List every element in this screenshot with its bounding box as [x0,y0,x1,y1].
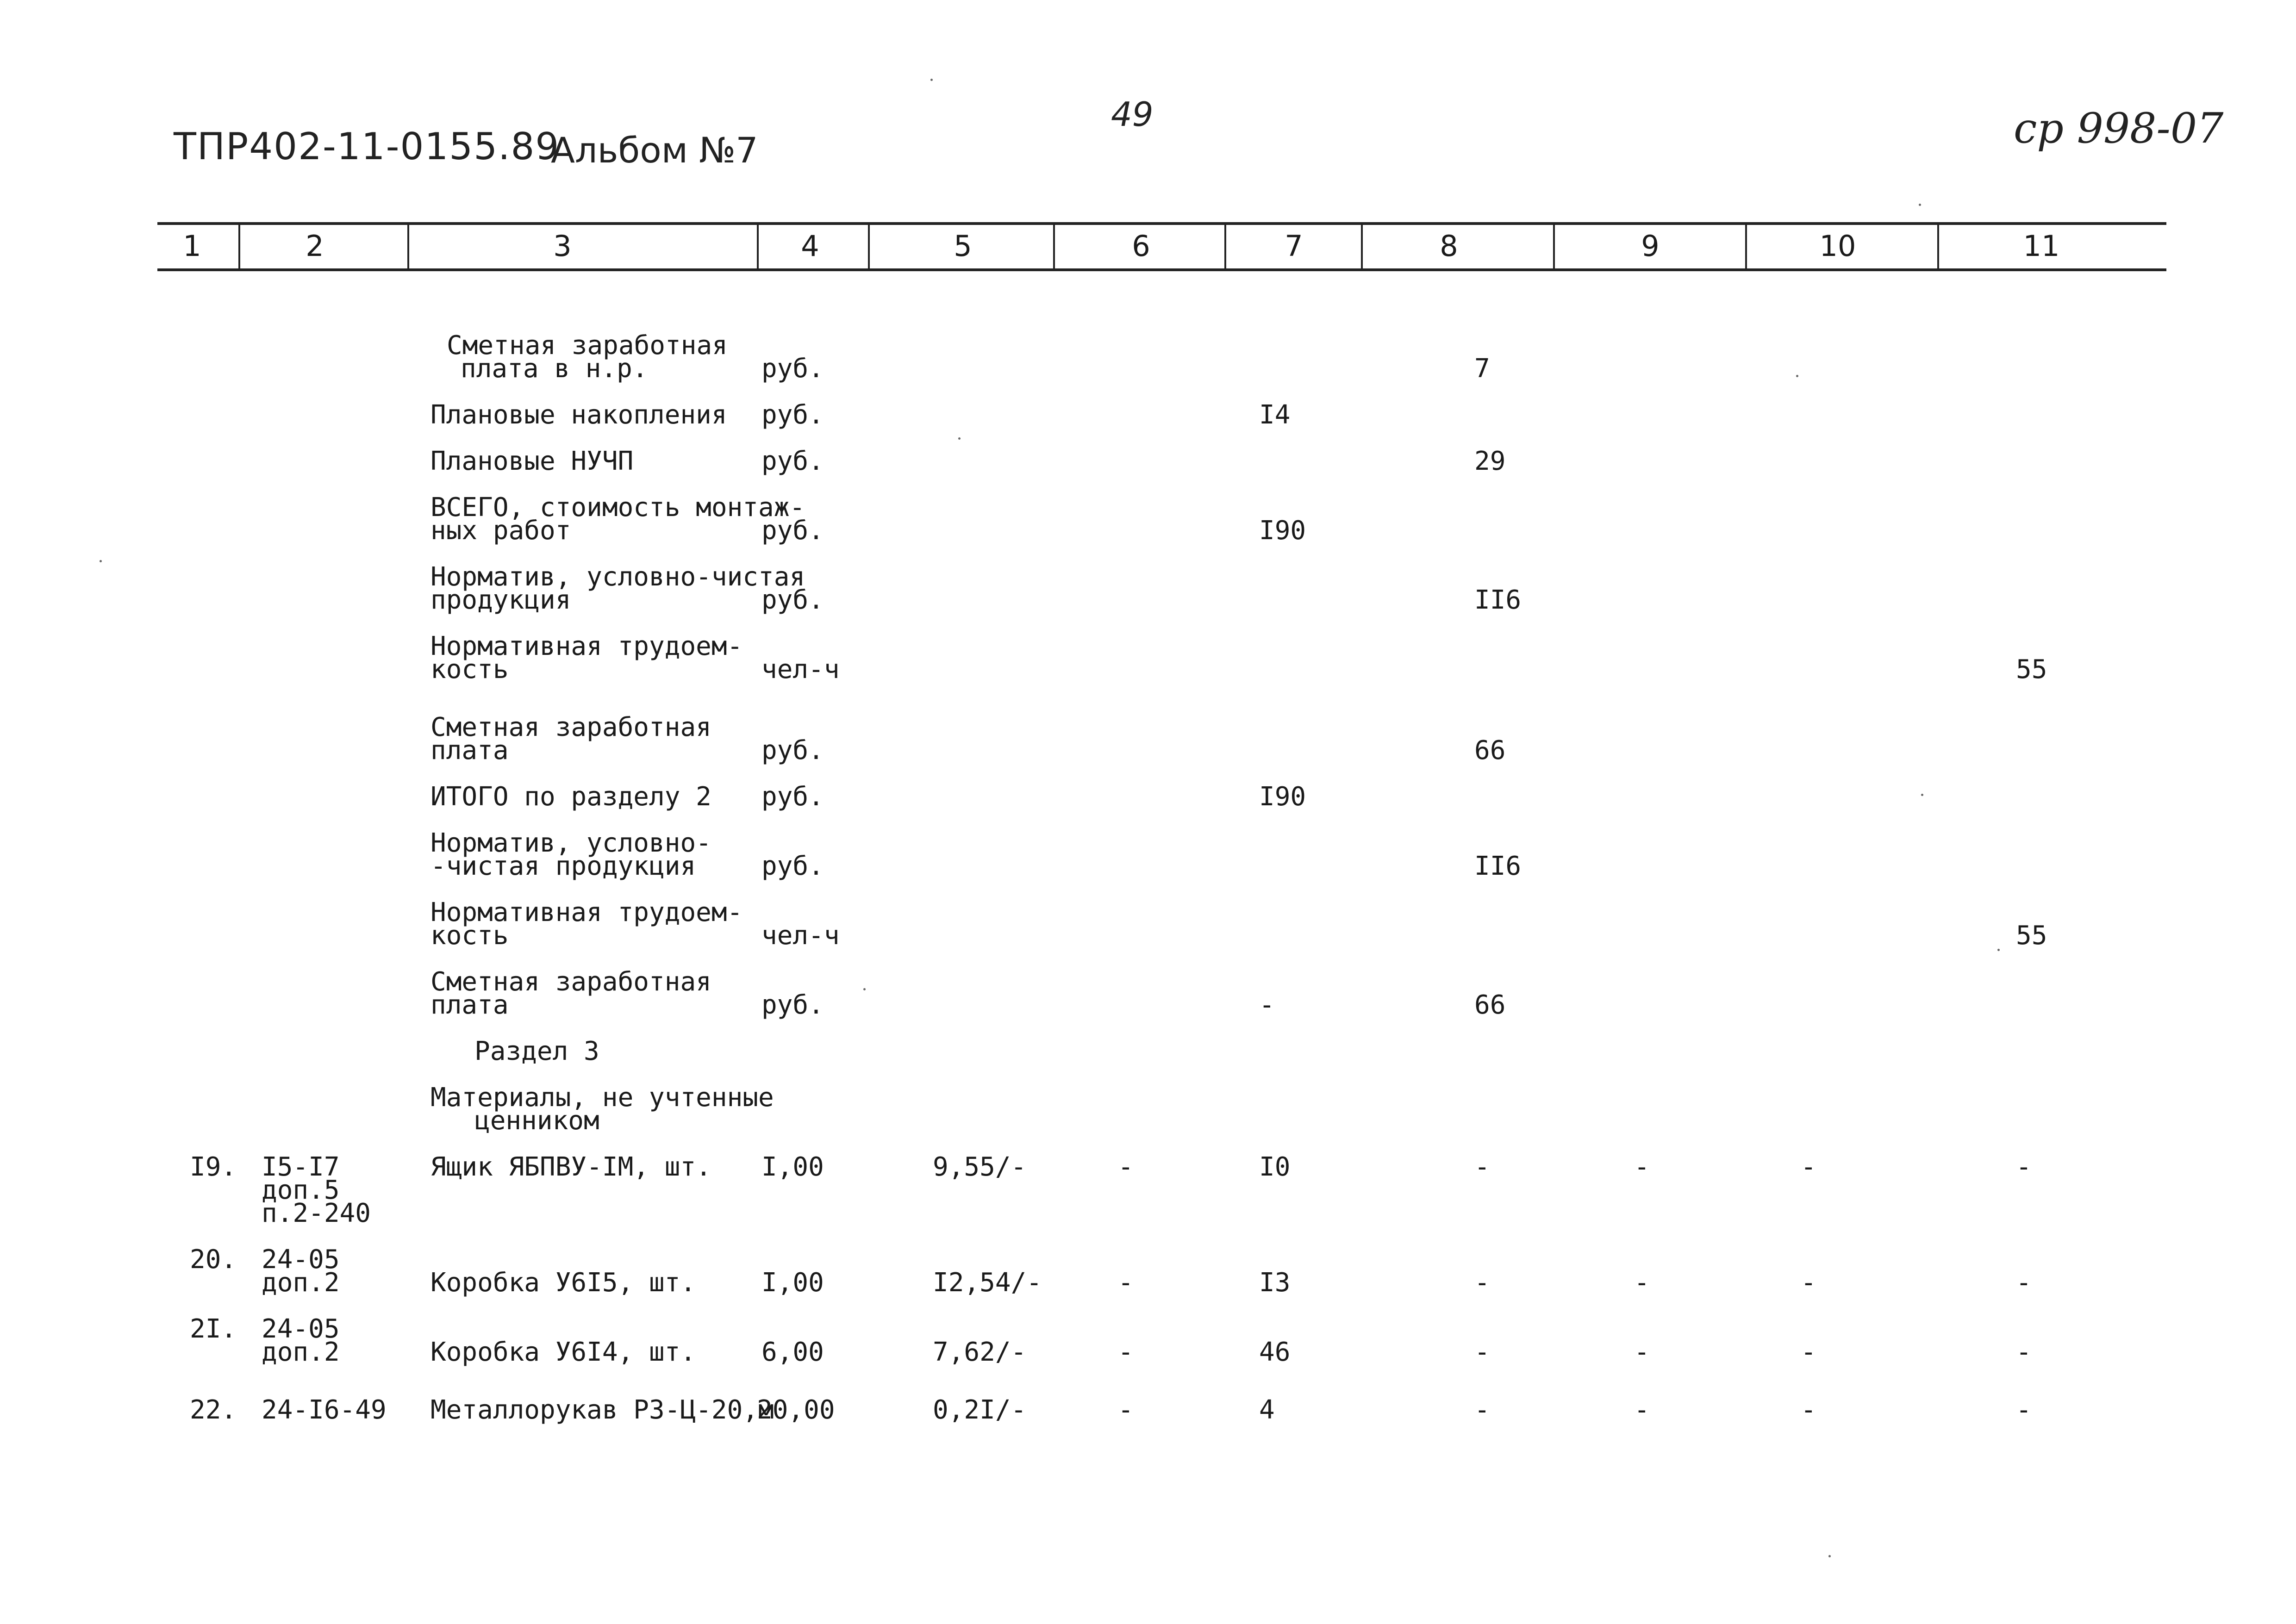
row-value-col9: - [1634,1268,1650,1298]
row-value-col9: - [1634,1152,1650,1182]
header-bottom-rule [157,268,2166,271]
page-number: 49 [1111,95,1154,134]
row-description-line: Нормативная трудоем- [430,631,743,661]
row-description-line: Плановые НУЧП [430,446,634,476]
row-description-line: Металлорукав Р3-Ц-20,м [430,1395,774,1425]
row-code-line: доп.2 [262,1337,340,1367]
row-value-col6: - [1118,1395,1134,1425]
row-description-line: Сметная заработная [447,330,728,361]
row-description-line: Норматив, условно-чистая [430,562,805,592]
row-value-col11: 55 [2016,921,2047,951]
row-description-line: Плановые накопления [430,400,727,430]
row-value-col8: - [1474,1152,1490,1182]
row-number: 2I. [190,1314,237,1344]
row-unit: руб. [761,851,824,881]
column-number: 2 [306,229,324,263]
row-code-line: п.2-240 [262,1198,371,1228]
row-description-line: Материалы, не учтенные [430,1083,774,1113]
row-value-col10: - [1801,1268,1816,1298]
row-number: 20. [190,1244,237,1275]
row-value-col8: 66 [1474,990,1506,1020]
row-quantity: I,00 [761,1152,824,1182]
row-description-line: -чистая продукция [430,851,696,881]
column-number: 6 [1132,229,1150,263]
row-value-col10: - [1801,1395,1816,1425]
row-value-col7: I3 [1259,1268,1291,1298]
row-value-col7: 46 [1259,1337,1291,1367]
column-divider [407,224,409,270]
row-quantity: I,00 [761,1268,824,1298]
row-unit-price: 0,2I/- [933,1395,1027,1425]
column-number: 5 [954,229,972,263]
row-value-col7: - [1259,990,1275,1020]
row-description-line: Коробка У6I4, шт. [430,1337,696,1367]
column-number: 8 [1440,229,1458,263]
scan-speck [930,79,933,81]
row-unit: руб. [761,735,824,765]
row-unit-price: 9,55/- [933,1152,1027,1182]
row-value-col11: - [2016,1152,2032,1182]
header-top-rule [157,222,2166,225]
row-value-col8: 7 [1474,354,1490,384]
row-value-col11: - [2016,1268,2032,1298]
handwritten-stamp: ср 998-07 [2014,104,2224,153]
column-number: 3 [553,229,572,263]
row-value-col8: - [1474,1268,1490,1298]
row-value-col10: - [1801,1152,1816,1182]
row-value-col8: - [1474,1395,1490,1425]
row-unit: руб. [761,516,824,546]
row-description-line: ИТОГО по разделу 2 [430,782,711,812]
scan-speck [958,437,961,440]
column-number: 1 [183,229,201,263]
scan-speck [1919,204,1921,206]
column-divider [757,224,759,270]
row-value-col7: I4 [1259,400,1291,430]
row-value-col9: - [1634,1337,1650,1367]
row-value-col11: - [2016,1395,2032,1425]
row-description-line: Нормативная трудоем- [430,897,743,927]
row-value-col7: I90 [1259,782,1306,812]
row-code-line: доп.5 [262,1175,340,1205]
row-value-col8: 29 [1474,446,1506,476]
column-number: 11 [2023,229,2060,263]
row-value-col11: 55 [2016,654,2047,684]
column-number: 4 [801,229,819,263]
row-code-line: 24-05 [262,1314,340,1344]
row-description-line: Ящик ЯБПВУ-IМ, шт. [430,1152,711,1182]
scan-speck [1828,1555,1831,1557]
row-description-line: ценником [474,1106,599,1136]
document-code: ТПР402-11-0155.89 [174,125,560,168]
row-value-col8: II6 [1474,585,1522,615]
row-description-line: ных работ [430,516,571,546]
row-unit: руб. [761,446,824,476]
row-unit-price: I2,54/- [933,1268,1042,1298]
row-value-col6: - [1118,1152,1134,1182]
row-value-col7: 4 [1259,1395,1275,1425]
row-unit: руб. [761,400,824,430]
row-description-line: ВСЕГО, стоимость монтаж- [430,492,805,523]
section-title: Раздел 3 [474,1036,599,1066]
scan-speck [1796,375,1798,377]
row-description-line: Коробка У6I5, шт. [430,1268,696,1298]
column-number: 9 [1641,229,1660,263]
row-unit: руб. [761,990,824,1020]
row-description-line: Норматив, условно- [430,828,711,858]
column-divider [1937,224,1939,270]
row-quantity: 6,00 [761,1337,824,1367]
row-unit: чел-ч [761,654,840,684]
row-value-col11: - [2016,1337,2032,1367]
scan-speck [100,560,102,562]
row-unit-price: 7,62/- [933,1337,1027,1367]
row-unit: руб. [761,585,824,615]
column-number: 7 [1285,229,1303,263]
row-value-col8: - [1474,1337,1490,1367]
scan-speck [1997,949,2000,951]
row-description-line: кость [430,921,509,951]
row-code-line: 24-05 [262,1244,340,1275]
row-description-line: Сметная заработная [430,712,711,742]
row-value-col6: - [1118,1268,1134,1298]
row-quantity: 20,00 [757,1395,835,1425]
row-code-line: доп.2 [262,1268,340,1298]
column-divider [1053,224,1055,270]
row-code-line: I5-I7 [262,1152,340,1182]
row-unit: руб. [761,354,824,384]
row-value-col7: I0 [1259,1152,1291,1182]
column-divider [1553,224,1555,270]
row-unit: чел-ч [761,921,840,951]
column-divider [1745,224,1747,270]
column-number: 10 [1819,229,1856,263]
row-description-line: кость [430,654,509,684]
row-number: I9. [190,1152,237,1182]
row-value-col9: - [1634,1395,1650,1425]
row-value-col10: - [1801,1337,1816,1367]
row-number: 22. [190,1395,237,1425]
column-divider [238,224,240,270]
row-value-col8: 66 [1474,735,1506,765]
row-value-col7: I90 [1259,516,1306,546]
row-unit: руб. [761,782,824,812]
row-value-col6: - [1118,1337,1134,1367]
column-divider [1361,224,1363,270]
scan-speck [863,988,866,990]
row-description-line: плата [430,990,509,1020]
row-description-line: Сметная заработная [430,967,711,997]
column-divider [868,224,870,270]
scan-speck [1921,794,1923,796]
album-number: Альбом №7 [551,130,758,171]
row-description-line: плата в н.р. [461,354,648,384]
row-code-line: 24-I6-49 [262,1395,387,1425]
row-description-line: продукция [430,585,571,615]
column-divider [1224,224,1226,270]
row-description-line: плата [430,735,509,765]
row-value-col8: II6 [1474,851,1522,881]
